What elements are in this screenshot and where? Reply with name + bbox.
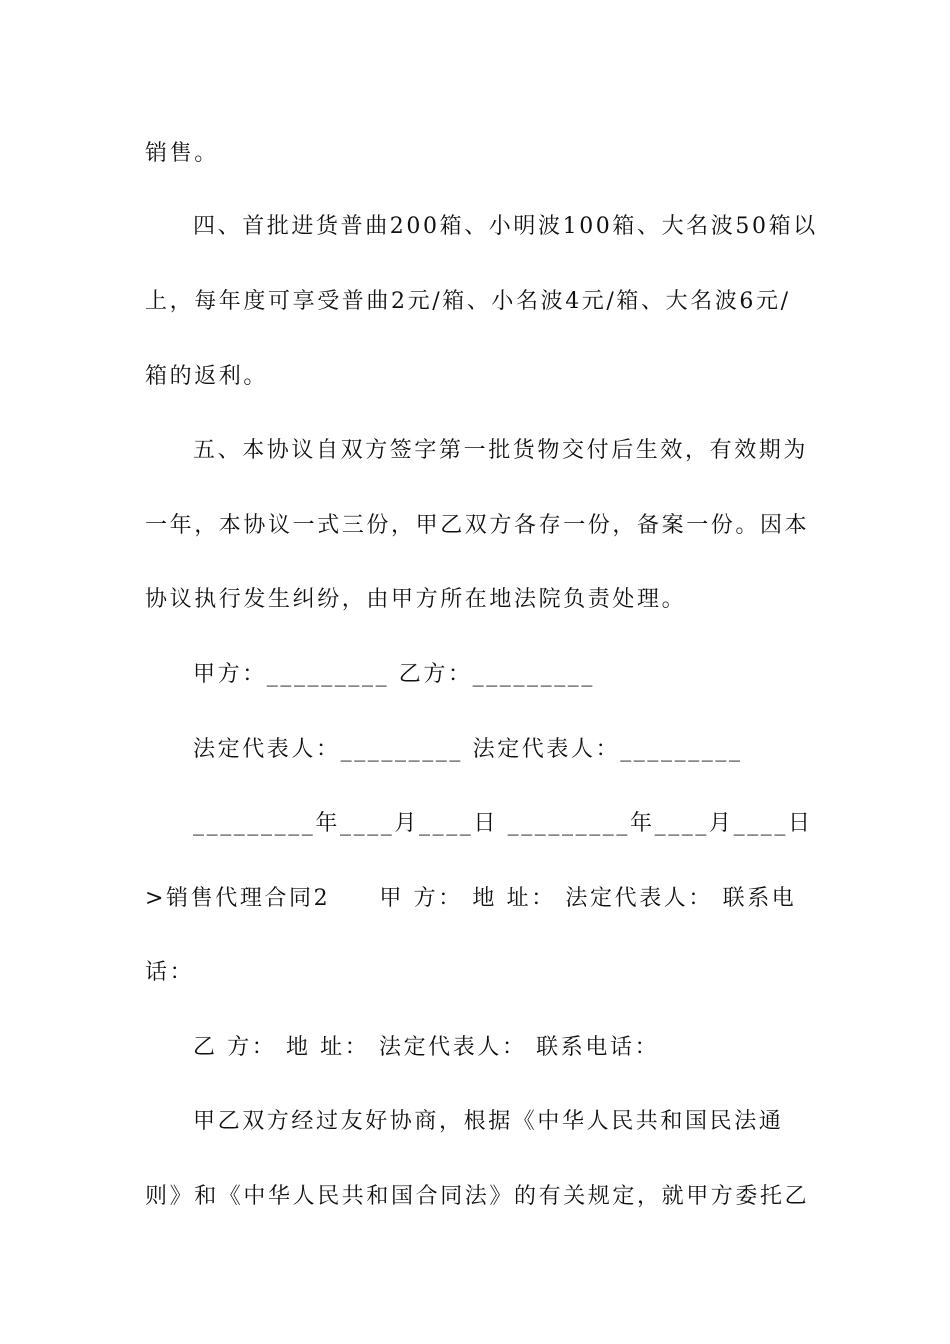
text-line-1: 销售。	[145, 141, 219, 166]
text-line-4: 箱的返利。	[145, 364, 269, 389]
text-line-15: 则》和《中华人民共和国合同法》的有关规定，就甲方委托乙	[145, 1184, 810, 1209]
contract-heading-line: >销售代理合同2 甲 方： 地 址： 法定代表人： 联系电	[145, 886, 797, 911]
signature-parties-line: 甲方：_________ 乙方：_________	[193, 662, 595, 687]
text-line-12: 话：	[145, 960, 195, 985]
text-line-7: 协议执行发生纠纷，由甲方所在地法院负责处理。	[145, 587, 687, 612]
party-b-info-line: 乙 方： 地 址： 法定代表人： 联系电话：	[193, 1035, 660, 1060]
legal-representative-line: 法定代表人：_________ 法定代表人：_________	[193, 737, 743, 762]
text-line-5: 五、本协议自双方签字第一批货物交付后生效，有效期为	[193, 438, 809, 463]
text-line-6: 一年，本协议一式三份，甲乙双方各存一份，备案一份。因本	[145, 513, 810, 538]
text-line-2: 四、首批进货普曲200箱、小明波100箱、大名波50箱以	[193, 214, 818, 239]
text-line-14: 甲乙双方经过友好协商，根据《中华人民共和国民法通	[193, 1109, 784, 1134]
text-line-3: 上，每年度可享受普曲2元/箱、小名波4元/箱、大名波6元/	[145, 289, 791, 314]
date-line: _________年____月____日 _________年____月____日	[193, 811, 813, 836]
